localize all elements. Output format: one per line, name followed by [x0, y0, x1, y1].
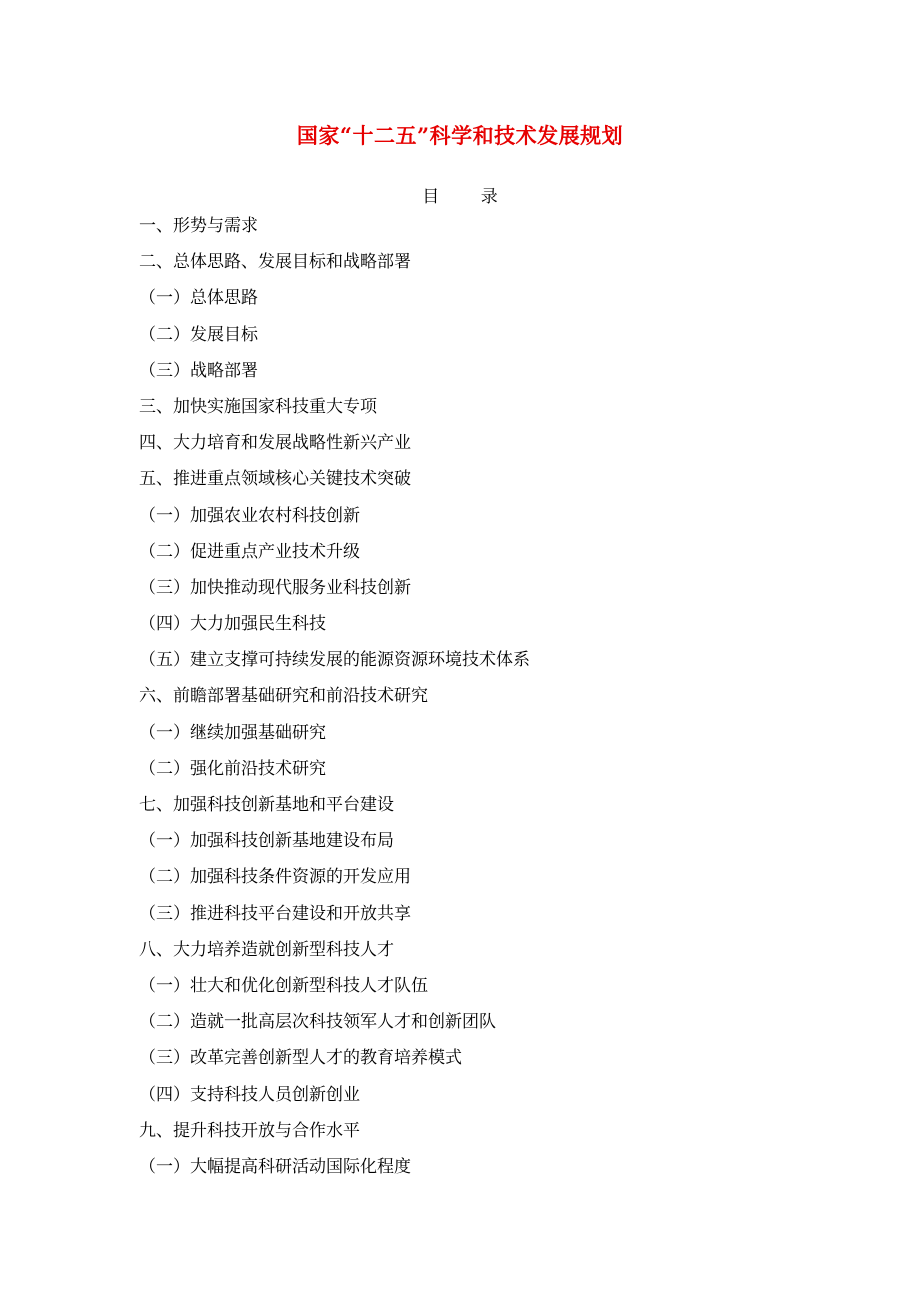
- document-title: 国家“十二五”科学和技术发展规划: [296, 123, 624, 148]
- table-of-contents: [139, 208, 839, 1185]
- toc-subsection-entry: （一）大幅提高科研活动国际化程度: [139, 1156, 411, 1177]
- toc-heading: 目 录: [422, 187, 516, 207]
- toc-subsection-entry: （四）大力加强民生科技: [139, 614, 326, 635]
- toc-subsection-entry: （三）加快推动现代服务业科技创新: [139, 577, 411, 598]
- toc-subsection-entry: （一）壮大和优化创新型科技人才队伍: [139, 975, 428, 996]
- toc-section-entry: 六、前瞻部署基础研究和前沿技术研究: [139, 686, 428, 707]
- toc-section-entry: 五、推进重点领域核心关键技术突破: [139, 469, 411, 490]
- toc-section-entry: 一、形势与需求: [139, 216, 258, 236]
- toc-section-entry: 七、加强科技创新基地和平台建设: [139, 795, 394, 815]
- toc-subsection-entry: （一）继续加强基础研究: [139, 722, 326, 743]
- toc-subsection-entry: （三）战略部署: [139, 360, 258, 381]
- toc-subsection-entry: （一）加强科技创新基地建设布局: [139, 831, 394, 852]
- toc-section-entry: 八、大力培养造就创新型科技人才: [139, 939, 394, 960]
- toc-subsection-entry: （一）加强农业农村科技创新: [139, 505, 360, 526]
- toc-subsection-entry: （二）加强科技条件资源的开发应用: [139, 867, 411, 888]
- toc-subsection-entry: （五）建立支撑可持续发展的能源资源环境技术体系: [139, 650, 530, 671]
- toc-subsection-entry: （三）推进科技平台建设和开放共享: [139, 903, 411, 924]
- toc-section-entry: 二、总体思路、发展目标和战略部署: [139, 252, 411, 273]
- toc-subsection-entry: （二）发展目标: [139, 324, 258, 345]
- toc-subsection-entry: （二）促进重点产业技术升级: [139, 541, 360, 562]
- toc-subsection-entry: （四）支持科技人员创新创业: [139, 1084, 360, 1105]
- toc-subsection-entry: （三）改革完善创新型人才的教育培养模式: [139, 1048, 462, 1069]
- toc-subsection-entry: （二）造就一批高层次科技领军人才和创新团队: [139, 1012, 496, 1033]
- toc-section-entry: 四、大力培育和发展战略性新兴产业: [139, 433, 411, 454]
- toc-subsection-entry: （二）强化前沿技术研究: [139, 758, 326, 779]
- toc-subsection-entry: （一）总体思路: [139, 288, 258, 309]
- toc-section-entry: 三、加快实施国家科技重大专项: [139, 396, 377, 417]
- toc-section-entry: 九、提升科技开放与合作水平: [139, 1120, 360, 1141]
